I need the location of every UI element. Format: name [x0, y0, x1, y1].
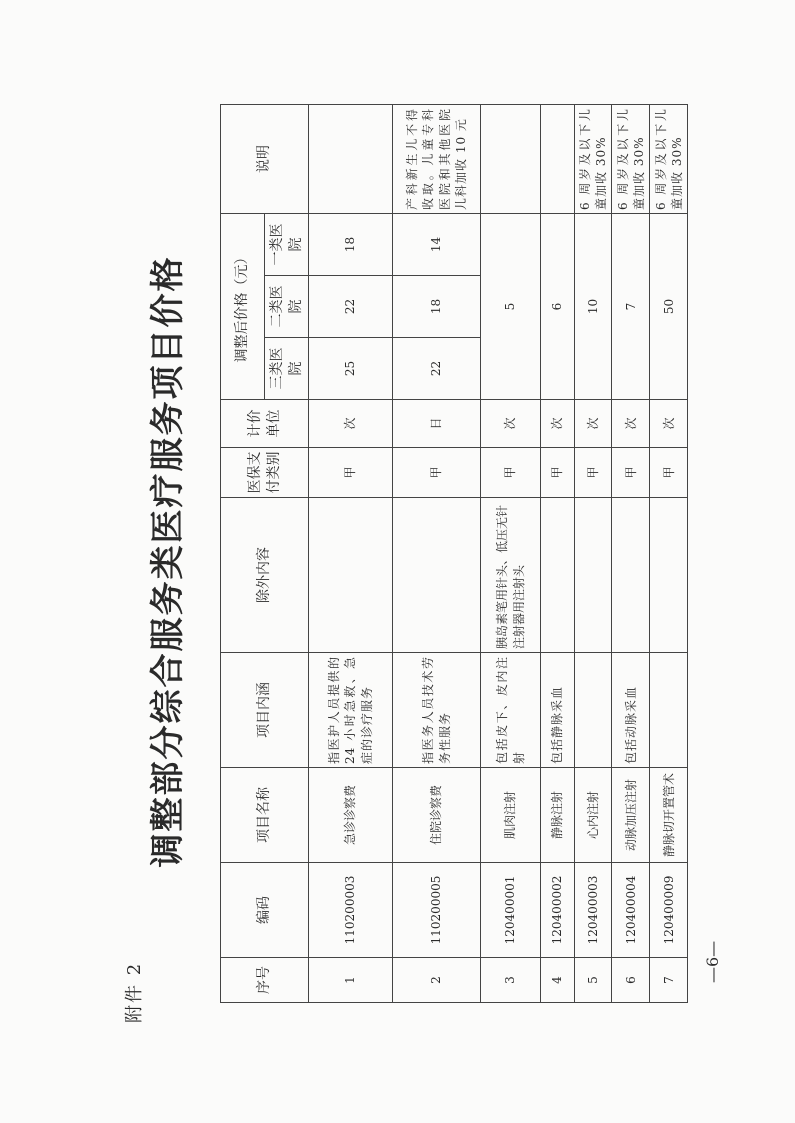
- cell-name: 静脉注射: [541, 768, 575, 863]
- cell-excluded: [650, 498, 688, 653]
- cell-content: 指医护人员提供的 24 小时急救、急症的诊疗服务: [309, 653, 393, 768]
- cell-note: [541, 104, 575, 213]
- cell-excluded: [541, 498, 575, 653]
- cell-price-class2: 22: [309, 276, 393, 338]
- attachment-label: 附件 2: [124, 961, 145, 1023]
- cell-price: 6: [541, 213, 575, 399]
- cell-seq: 2: [393, 958, 481, 1003]
- cell-note: 6 周岁及以下儿童加收 30%: [612, 104, 650, 213]
- cell-seq: 4: [541, 958, 575, 1003]
- cell-code: 110200005: [393, 863, 481, 958]
- header-price-group: 调整后价格（元）: [221, 213, 265, 399]
- cell-price-class3: 25: [309, 338, 393, 400]
- header-insurance: 医保支付类别: [221, 448, 309, 498]
- cell-name: 动脉加压注射: [612, 768, 650, 863]
- cell-content: [650, 653, 688, 768]
- header-code: 编码: [221, 863, 309, 958]
- cell-price-class3: 22: [393, 338, 481, 400]
- cell-content: [575, 653, 612, 768]
- cell-code: 120400004: [612, 863, 650, 958]
- cell-insurance: 甲: [481, 448, 541, 498]
- cell-name: 住院诊察费: [393, 768, 481, 863]
- header-excluded: 除外内容: [221, 498, 309, 653]
- cell-seq: 7: [650, 958, 688, 1003]
- header-note: 说明: [221, 104, 309, 213]
- cell-insurance: 甲: [650, 448, 688, 498]
- price-table: [220, 104, 688, 1003]
- cell-note: [481, 104, 541, 213]
- cell-price-class1: 18: [309, 213, 393, 275]
- cell-content: 包括皮下、皮内注射: [481, 653, 541, 768]
- cell-seq: 5: [575, 958, 612, 1003]
- header-class1: 一类医院: [265, 213, 309, 275]
- cell-insurance: 甲: [393, 448, 481, 498]
- header-name: 项目名称: [221, 768, 309, 863]
- header-content: 项目内涵: [221, 653, 309, 768]
- table-row: [650, 104, 688, 1002]
- cell-content: 指医务人员技术劳务性服务: [393, 653, 481, 768]
- cell-price-class1: 14: [393, 213, 481, 275]
- cell-note: 6 周岁及以下儿童加收 30%: [650, 104, 688, 213]
- cell-price: 10: [575, 213, 612, 399]
- cell-content: 包括动脉采血: [612, 653, 650, 768]
- cell-insurance: 甲: [612, 448, 650, 498]
- cell-seq: 6: [612, 958, 650, 1003]
- cell-note: 产科新生儿不得收取。儿童专科医院和其他医院儿科加收 10 元: [393, 104, 481, 213]
- cell-excluded: [309, 498, 393, 653]
- cell-insurance: 甲: [575, 448, 612, 498]
- cell-price: 5: [481, 213, 541, 399]
- cell-price: 7: [612, 213, 650, 399]
- cell-unit: 次: [575, 400, 612, 448]
- cell-name: 静脉切开置管术: [650, 768, 688, 863]
- table-row: [309, 104, 393, 1002]
- cell-code: 120400001: [481, 863, 541, 958]
- cell-name: 急诊诊察费: [309, 768, 393, 863]
- cell-insurance: 甲: [541, 448, 575, 498]
- cell-code: 110200003: [309, 863, 393, 958]
- cell-price-class2: 18: [393, 276, 481, 338]
- cell-unit: 次: [541, 400, 575, 448]
- page-number: —6—: [703, 940, 722, 983]
- cell-seq: 1: [309, 958, 393, 1003]
- cell-excluded: [612, 498, 650, 653]
- cell-name: 心内注射: [575, 768, 612, 863]
- cell-note: [309, 104, 393, 213]
- table-row: [393, 104, 481, 1002]
- header-class2: 二类医院: [265, 276, 309, 338]
- cell-seq: 3: [481, 958, 541, 1003]
- cell-unit: 次: [309, 400, 393, 448]
- cell-content: 包括静脉采血: [541, 653, 575, 768]
- table-row: [612, 104, 650, 1002]
- header-row: [221, 104, 265, 1002]
- cell-excluded: [393, 498, 481, 653]
- cell-excluded: 胰岛素笔用针头、低压无针注射器用注射头: [481, 498, 541, 653]
- header-seq: 序号: [221, 958, 309, 1003]
- cell-code: 120400003: [575, 863, 612, 958]
- cell-excluded: [575, 498, 612, 653]
- cell-price: 50: [650, 213, 688, 399]
- cell-unit: 次: [612, 400, 650, 448]
- table-row: [541, 104, 575, 1002]
- page-title: 调整部分综合服务类医疗服务项目价格: [148, 255, 188, 868]
- header-unit: 计价单位: [221, 400, 309, 448]
- table-row: [575, 104, 612, 1002]
- cell-unit: 次: [481, 400, 541, 448]
- table-row: [481, 104, 541, 1002]
- cell-name: 肌肉注射: [481, 768, 541, 863]
- cell-code: 120400002: [541, 863, 575, 958]
- cell-unit: 次: [650, 400, 688, 448]
- cell-code: 120400009: [650, 863, 688, 958]
- cell-note: 6 周岁及以下儿童加收 30%: [575, 104, 612, 213]
- header-class3: 三类医院: [265, 338, 309, 400]
- cell-insurance: 甲: [309, 448, 393, 498]
- cell-unit: 日: [393, 400, 481, 448]
